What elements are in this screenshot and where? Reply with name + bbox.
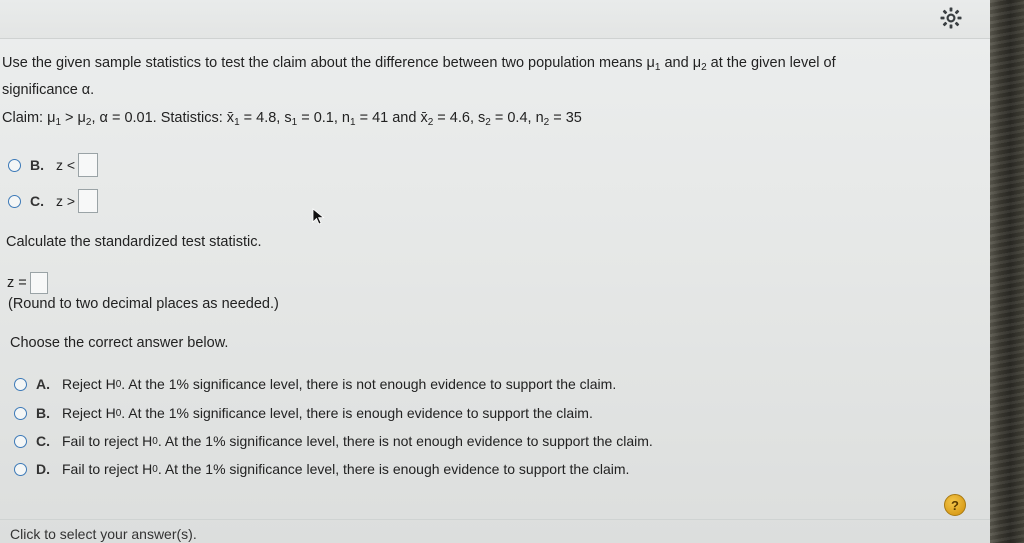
radio-button[interactable] [8,159,21,172]
conclusion-option-a[interactable]: A. Reject H 0 . At the 1% significance level, there is not enough evidence to support the claim. [14,376,616,392]
conclusion-option-d[interactable]: D. Fail to reject H 0 . At the 1% significance level, there is enough evidence to support the claim. [14,461,629,477]
radio-button[interactable] [14,407,27,420]
rejection-option-c[interactable]: C. z > [8,189,98,213]
footer-divider [0,519,990,520]
radio-button[interactable] [14,435,27,448]
critical-value-input[interactable] [78,153,98,177]
round-note: (Round to two decimal places as needed.) [8,296,279,312]
rejection-option-b[interactable]: B. z < [8,153,98,177]
conclusion-option-c[interactable]: C. Fail to reject H 0 . At the 1% significance level, there is not enough evidence to support the claim. [14,433,653,449]
radio-button[interactable] [8,195,21,208]
critical-value-input[interactable] [78,189,98,213]
help-icon: ? [951,497,959,513]
cursor-icon [312,208,326,226]
footer-instruction: Click to select your answer(s). [10,526,197,542]
z-statistic-row: z = [7,272,48,294]
choose-prompt: Choose the correct answer below. [10,335,229,351]
gear-icon [939,6,963,30]
conclusion-option-b[interactable]: B. Reject H 0 . At the 1% significance level, there is enough evidence to support the claim. [14,405,593,421]
question-text: Use the given sample statistics to test the claim about the difference between two population means $\mu_1$ and $\mu_2$ at the given level of significance α. [2,55,836,98]
top-toolbar [0,0,1000,39]
help-button[interactable] [944,494,966,516]
calc-prompt: Calculate the standardized test statistic. [6,234,262,250]
screen-bezel [990,0,1024,543]
z-statistic-input[interactable] [30,272,48,294]
radio-button[interactable] [14,463,27,476]
radio-button[interactable] [14,378,27,391]
settings-button[interactable] [936,3,966,33]
claim-statistics: Claim: $\mu_1 > \mu_2$, α = 0.01. Statistics: $x̄_1 = 4.8$, $s_1 = 0.1$, $n_1 = 41$ and $x̄_2 = 4.6$, $s_2 = 0.4$, $n_2 = 35$ [2,110,582,128]
